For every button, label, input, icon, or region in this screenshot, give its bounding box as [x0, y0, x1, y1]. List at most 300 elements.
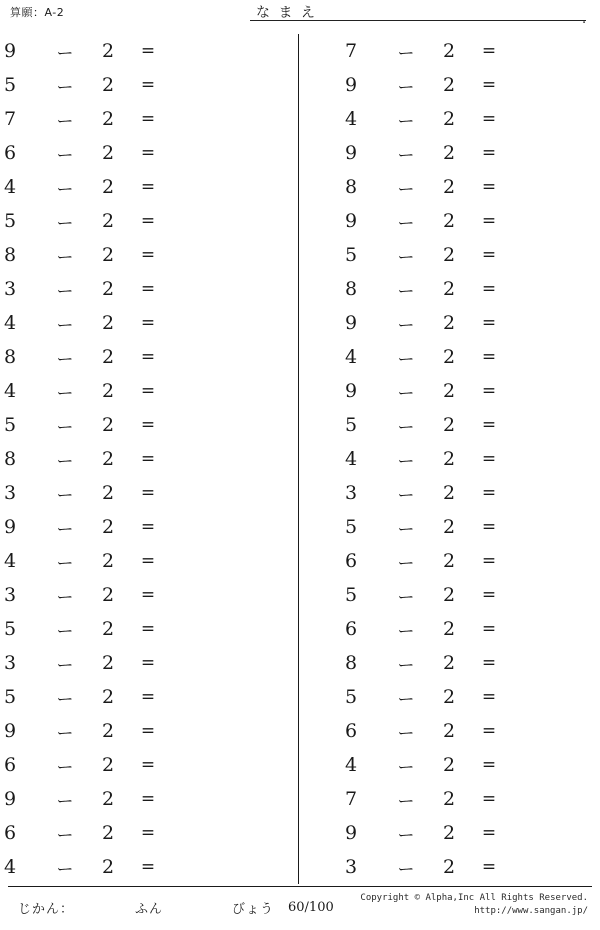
equals-sign: =	[481, 143, 497, 163]
equals-sign: =	[140, 109, 156, 129]
equals-sign: =	[140, 687, 156, 707]
operand-minuend: 4	[4, 312, 17, 334]
problem-row	[307, 170, 597, 204]
operator-minus: ー	[56, 621, 74, 642]
equals-sign: =	[481, 551, 497, 571]
operator-minus: ー	[56, 655, 74, 676]
operand-minuend: 4	[345, 108, 358, 130]
answer-blank[interactable]	[168, 312, 290, 334]
problem-row	[307, 204, 597, 238]
column-divider-line	[298, 34, 299, 884]
problem-row	[0, 340, 290, 374]
operand-minuend: 5	[345, 584, 358, 606]
problem-row	[0, 408, 290, 442]
answer-blank[interactable]	[509, 244, 597, 266]
answer-blank[interactable]	[509, 448, 597, 470]
problem-row	[0, 748, 290, 782]
equals-sign: =	[140, 177, 156, 197]
operand-subtrahend: 2	[442, 652, 456, 674]
operator-minus: ー	[56, 111, 74, 132]
operator-minus: ー	[397, 111, 415, 132]
answer-blank[interactable]	[168, 584, 290, 606]
operand-minuend: 9	[345, 822, 358, 844]
answer-blank[interactable]	[509, 720, 597, 742]
operand-subtrahend: 2	[442, 686, 456, 708]
operand-subtrahend: 2	[442, 108, 456, 130]
operand-subtrahend: 2	[442, 278, 456, 300]
equals-sign: =	[140, 41, 156, 61]
operand-subtrahend: 2	[442, 550, 456, 572]
answer-blank[interactable]	[168, 278, 290, 300]
operand-minuend: 3	[4, 652, 17, 674]
problem-columns	[0, 30, 600, 892]
answer-blank[interactable]	[168, 618, 290, 640]
operator-minus: ー	[56, 315, 74, 336]
score-label: 60/100	[288, 900, 334, 915]
operand-minuend: 5	[4, 618, 17, 640]
operand-subtrahend: 2	[101, 176, 115, 198]
equals-sign: =	[481, 75, 497, 95]
operand-minuend: 4	[4, 550, 17, 572]
problem-row	[0, 782, 290, 816]
answer-blank[interactable]	[168, 176, 290, 198]
operand-subtrahend: 2	[101, 312, 115, 334]
equals-sign: =	[481, 687, 497, 707]
operand-minuend: 7	[345, 40, 358, 62]
problem-row	[0, 102, 290, 136]
operator-minus: ー	[397, 77, 415, 98]
worksheet-footer	[0, 886, 600, 930]
answer-blank[interactable]	[168, 40, 290, 62]
time-label: じかん：	[18, 902, 75, 917]
operator-minus: ー	[397, 689, 415, 710]
operand-minuend: 5	[345, 686, 358, 708]
equals-sign: =	[481, 109, 497, 129]
operator-minus: ー	[397, 587, 415, 608]
answer-blank[interactable]	[168, 822, 290, 844]
operand-subtrahend: 2	[101, 278, 115, 300]
answer-blank[interactable]	[168, 74, 290, 96]
operand-minuend: 9	[345, 312, 358, 334]
answer-blank[interactable]	[509, 40, 597, 62]
answer-blank[interactable]	[168, 686, 290, 708]
answer-blank[interactable]	[168, 380, 290, 402]
operand-minuend: 6	[345, 720, 358, 742]
equals-sign: =	[140, 245, 156, 265]
answer-blank[interactable]	[168, 210, 290, 232]
problem-row	[0, 34, 290, 68]
equals-sign: =	[481, 347, 497, 367]
operand-subtrahend: 2	[101, 380, 115, 402]
operand-subtrahend: 2	[101, 720, 115, 742]
operand-subtrahend: 2	[442, 142, 456, 164]
operand-minuend: 9	[4, 40, 17, 62]
problem-row	[307, 340, 597, 374]
answer-blank[interactable]	[509, 346, 597, 368]
problem-row	[307, 714, 597, 748]
problem-row	[307, 748, 597, 782]
problem-row	[0, 136, 290, 170]
operand-minuend: 6	[4, 822, 17, 844]
equals-sign: =	[140, 279, 156, 299]
operand-minuend: 3	[4, 482, 17, 504]
operator-minus: ー	[56, 587, 74, 608]
operand-minuend: 4	[4, 176, 17, 198]
problem-row	[307, 272, 597, 306]
operand-minuend: 9	[4, 788, 17, 810]
problem-row	[0, 816, 290, 850]
problem-row	[307, 442, 597, 476]
equals-sign: =	[140, 143, 156, 163]
answer-blank[interactable]	[168, 720, 290, 742]
answer-blank[interactable]	[509, 550, 597, 572]
operand-minuend: 6	[345, 550, 358, 572]
problem-row	[307, 782, 597, 816]
operator-minus: ー	[56, 689, 74, 710]
operand-minuend: 3	[4, 584, 17, 606]
answer-blank[interactable]	[509, 686, 597, 708]
problem-row	[307, 102, 597, 136]
operator-minus: ー	[56, 757, 74, 778]
operator-minus: ー	[397, 723, 415, 744]
answer-blank[interactable]	[509, 414, 597, 436]
operand-subtrahend: 2	[442, 822, 456, 844]
operator-minus: ー	[56, 213, 74, 234]
operand-subtrahend: 2	[442, 754, 456, 776]
operator-minus: ー	[397, 553, 415, 574]
operator-minus: ー	[56, 451, 74, 472]
operand-subtrahend: 2	[101, 40, 115, 62]
equals-sign: =	[140, 619, 156, 639]
problem-row	[307, 850, 597, 884]
equals-sign: =	[140, 75, 156, 95]
answer-blank[interactable]	[509, 584, 597, 606]
problem-row	[307, 680, 597, 714]
equals-sign: =	[481, 245, 497, 265]
operand-minuend: 5	[345, 414, 358, 436]
answer-blank[interactable]	[509, 142, 597, 164]
operator-minus: ー	[56, 179, 74, 200]
problem-row	[0, 510, 290, 544]
operand-subtrahend: 2	[101, 516, 115, 538]
operand-minuend: 6	[4, 142, 17, 164]
equals-sign: =	[140, 347, 156, 367]
equals-sign: =	[481, 585, 497, 605]
operand-subtrahend: 2	[442, 788, 456, 810]
operand-subtrahend: 2	[101, 210, 115, 232]
problem-row	[307, 544, 597, 578]
operand-minuend: 5	[4, 210, 17, 232]
operand-minuend: 5	[4, 686, 17, 708]
equals-sign: =	[140, 381, 156, 401]
operator-minus: ー	[56, 859, 74, 880]
operand-subtrahend: 2	[101, 244, 115, 266]
answer-blank[interactable]	[168, 142, 290, 164]
operand-subtrahend: 2	[101, 482, 115, 504]
answer-blank[interactable]	[509, 380, 597, 402]
operator-minus: ー	[397, 791, 415, 812]
operand-subtrahend: 2	[442, 720, 456, 742]
answer-blank[interactable]	[509, 482, 597, 504]
problem-row	[0, 238, 290, 272]
operator-minus: ー	[56, 553, 74, 574]
operand-subtrahend: 2	[442, 210, 456, 232]
operand-subtrahend: 2	[101, 448, 115, 470]
operand-subtrahend: 2	[101, 550, 115, 572]
copyright-line-1: Copyright © Alpha,Inc All Rights Reserved.	[360, 893, 588, 903]
operand-subtrahend: 2	[101, 788, 115, 810]
operand-subtrahend: 2	[442, 244, 456, 266]
operand-subtrahend: 2	[101, 108, 115, 130]
operand-minuend: 9	[345, 74, 358, 96]
operator-minus: ー	[56, 485, 74, 506]
operand-minuend: 9	[4, 720, 17, 742]
equals-sign: =	[140, 755, 156, 775]
operand-minuend: 8	[345, 278, 358, 300]
operator-minus: ー	[397, 145, 415, 166]
answer-blank[interactable]	[509, 176, 597, 198]
operator-minus: ー	[397, 417, 415, 438]
problem-row	[0, 306, 290, 340]
operator-minus: ー	[56, 43, 74, 64]
operator-minus: ー	[397, 247, 415, 268]
operand-subtrahend: 2	[101, 346, 115, 368]
problem-row	[0, 646, 290, 680]
operand-subtrahend: 2	[442, 414, 456, 436]
equals-sign: =	[140, 449, 156, 469]
problem-row	[0, 578, 290, 612]
operator-minus: ー	[56, 247, 74, 268]
operand-minuend: 4	[345, 346, 358, 368]
answer-blank[interactable]	[509, 856, 597, 878]
operand-subtrahend: 2	[442, 346, 456, 368]
operand-subtrahend: 2	[442, 312, 456, 334]
worksheet-id-label: 算願：A-2	[10, 6, 65, 19]
equals-sign: =	[481, 279, 497, 299]
operand-minuend: 9	[345, 380, 358, 402]
equals-sign: =	[481, 41, 497, 61]
answer-blank[interactable]	[168, 754, 290, 776]
answer-blank[interactable]	[168, 346, 290, 368]
answer-blank[interactable]	[509, 754, 597, 776]
answer-blank[interactable]	[509, 788, 597, 810]
equals-sign: =	[481, 755, 497, 775]
operand-minuend: 9	[345, 210, 358, 232]
operand-minuend: 4	[4, 380, 17, 402]
minutes-label: ふん	[135, 902, 164, 917]
answer-blank[interactable]	[168, 482, 290, 504]
equals-sign: =	[481, 381, 497, 401]
operand-subtrahend: 2	[101, 584, 115, 606]
answer-blank[interactable]	[509, 516, 597, 538]
equals-sign: =	[140, 517, 156, 537]
operand-minuend: 8	[345, 652, 358, 674]
operand-minuend: 3	[345, 856, 358, 878]
operand-minuend: 7	[4, 108, 17, 130]
operator-minus: ー	[397, 621, 415, 642]
operand-minuend: 5	[4, 414, 17, 436]
operand-minuend: 4	[345, 754, 358, 776]
operand-minuend: 4	[4, 856, 17, 878]
problem-column-left	[0, 30, 290, 892]
equals-sign: =	[481, 653, 497, 673]
operator-minus: ー	[397, 451, 415, 472]
operator-minus: ー	[397, 519, 415, 540]
equals-sign: =	[140, 211, 156, 231]
problem-row	[0, 612, 290, 646]
equals-sign: =	[140, 857, 156, 877]
problem-row	[0, 476, 290, 510]
problem-row	[0, 68, 290, 102]
operator-minus: ー	[56, 825, 74, 846]
problem-row	[307, 816, 597, 850]
answer-blank[interactable]	[509, 278, 597, 300]
equals-sign: =	[481, 415, 497, 435]
seconds-label: びょう	[232, 902, 275, 917]
operand-minuend: 6	[345, 618, 358, 640]
problem-row	[307, 510, 597, 544]
operand-subtrahend: 2	[101, 754, 115, 776]
equals-sign: =	[140, 653, 156, 673]
answer-blank[interactable]	[168, 414, 290, 436]
equals-sign: =	[140, 823, 156, 843]
operator-minus: ー	[56, 383, 74, 404]
equals-sign: =	[481, 789, 497, 809]
operator-minus: ー	[397, 179, 415, 200]
equals-sign: =	[481, 619, 497, 639]
operand-subtrahend: 2	[101, 142, 115, 164]
problem-row	[307, 306, 597, 340]
operand-minuend: 5	[345, 516, 358, 538]
problem-row	[307, 238, 597, 272]
footer-divider-line	[8, 886, 592, 887]
operator-minus: ー	[397, 281, 415, 302]
problem-row	[0, 272, 290, 306]
answer-blank[interactable]	[168, 652, 290, 674]
problem-row	[0, 544, 290, 578]
operand-subtrahend: 2	[442, 618, 456, 640]
operator-minus: ー	[56, 77, 74, 98]
answer-blank[interactable]	[509, 74, 597, 96]
name-field-area[interactable]	[250, 0, 595, 27]
operand-minuend: 7	[345, 788, 358, 810]
operand-subtrahend: 2	[442, 176, 456, 198]
equals-sign: =	[140, 313, 156, 333]
equals-sign: =	[481, 857, 497, 877]
operand-subtrahend: 2	[101, 618, 115, 640]
operator-minus: ー	[56, 723, 74, 744]
answer-blank[interactable]	[509, 822, 597, 844]
problem-row	[307, 374, 597, 408]
operand-minuend: 8	[4, 244, 17, 266]
equals-sign: =	[140, 721, 156, 741]
operand-subtrahend: 2	[101, 856, 115, 878]
name-write-line[interactable]	[250, 20, 586, 21]
operator-minus: ー	[56, 145, 74, 166]
answer-blank[interactable]	[168, 550, 290, 572]
operand-subtrahend: 2	[101, 74, 115, 96]
operand-subtrahend: 2	[101, 414, 115, 436]
copyright-notice	[360, 892, 588, 918]
problem-row	[307, 68, 597, 102]
equals-sign: =	[481, 313, 497, 333]
answer-blank[interactable]	[509, 618, 597, 640]
operator-minus: ー	[56, 519, 74, 540]
operand-minuend: 9	[4, 516, 17, 538]
operand-minuend: 8	[4, 448, 17, 470]
equals-sign: =	[140, 551, 156, 571]
operand-minuend: 6	[4, 754, 17, 776]
copyright-line-2: http://www.sangan.jp/	[474, 906, 588, 916]
operand-subtrahend: 2	[101, 652, 115, 674]
answer-blank[interactable]	[509, 652, 597, 674]
problem-row	[307, 646, 597, 680]
operator-minus: ー	[397, 859, 415, 880]
operand-subtrahend: 2	[101, 822, 115, 844]
equals-sign: =	[140, 585, 156, 605]
operator-minus: ー	[397, 383, 415, 404]
answer-blank[interactable]	[509, 312, 597, 334]
operand-minuend: 9	[345, 142, 358, 164]
problem-row	[307, 34, 597, 68]
operator-minus: ー	[397, 655, 415, 676]
equals-sign: =	[481, 721, 497, 741]
operand-minuend: 3	[4, 278, 17, 300]
operand-subtrahend: 2	[442, 448, 456, 470]
name-label: な ま え	[256, 5, 317, 21]
problem-row	[307, 612, 597, 646]
problem-row	[0, 170, 290, 204]
answer-blank[interactable]	[509, 108, 597, 130]
operand-subtrahend: 2	[442, 40, 456, 62]
answer-blank[interactable]	[168, 448, 290, 470]
answer-blank[interactable]	[168, 516, 290, 538]
equals-sign: =	[481, 823, 497, 843]
operand-subtrahend: 2	[442, 74, 456, 96]
answer-blank[interactable]	[168, 244, 290, 266]
answer-blank[interactable]	[168, 788, 290, 810]
equals-sign: =	[481, 177, 497, 197]
problem-row	[307, 578, 597, 612]
operand-subtrahend: 2	[442, 516, 456, 538]
operand-minuend: 5	[4, 74, 17, 96]
operand-minuend: 8	[345, 176, 358, 198]
answer-blank[interactable]	[168, 856, 290, 878]
problem-row	[0, 204, 290, 238]
problem-row	[0, 850, 290, 884]
answer-blank[interactable]	[168, 108, 290, 130]
equals-sign: =	[481, 449, 497, 469]
name-end-dot: .	[582, 12, 587, 27]
problem-row	[307, 476, 597, 510]
operand-subtrahend: 2	[442, 856, 456, 878]
equals-sign: =	[140, 483, 156, 503]
equals-sign: =	[140, 789, 156, 809]
problem-row	[0, 442, 290, 476]
problem-column-right	[307, 30, 597, 892]
worksheet-header	[0, 0, 600, 26]
operator-minus: ー	[56, 791, 74, 812]
answer-blank[interactable]	[509, 210, 597, 232]
operand-minuend: 8	[4, 346, 17, 368]
equals-sign: =	[481, 517, 497, 537]
operator-minus: ー	[397, 315, 415, 336]
problem-row	[0, 714, 290, 748]
operator-minus: ー	[56, 281, 74, 302]
equals-sign: =	[481, 483, 497, 503]
operand-minuend: 4	[345, 448, 358, 470]
operator-minus: ー	[56, 349, 74, 370]
